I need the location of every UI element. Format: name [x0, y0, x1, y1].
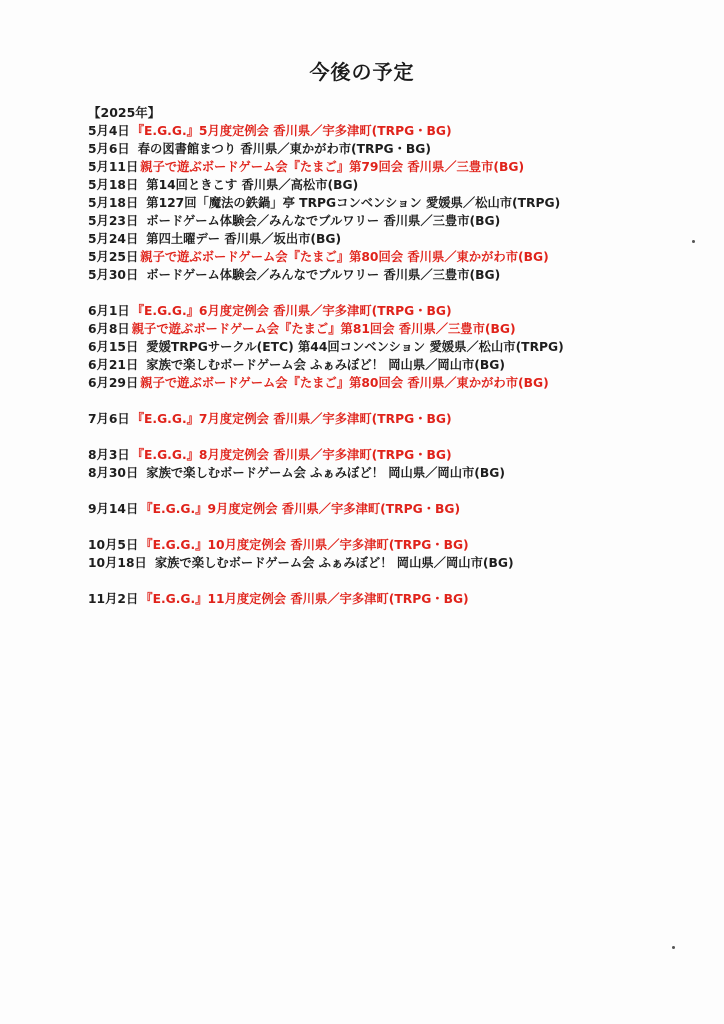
schedule-list	[88, 104, 708, 626]
event-row	[88, 374, 708, 392]
event-row	[88, 158, 708, 176]
event-date: 9月14日	[88, 502, 139, 516]
event-row	[88, 302, 708, 320]
event-row	[88, 554, 708, 572]
event-row	[88, 500, 708, 518]
event-text: 親子で遊ぶボードゲーム会『たまご』第80回会 香川県／東かがわ市(BG)	[140, 376, 549, 390]
event-row	[88, 464, 708, 482]
event-date: 5月30日	[88, 268, 139, 282]
event-text: 『E.G.G.』9月度定例会 香川県／宇多津町(TRPG・BG)	[140, 502, 461, 516]
event-date: 5月24日	[88, 232, 139, 246]
event-date: 8月30日	[88, 466, 139, 480]
event-row	[88, 320, 708, 338]
event-date: 7月6日	[88, 412, 130, 426]
event-group	[88, 590, 708, 608]
event-row	[88, 122, 708, 140]
event-date: 5月4日	[88, 124, 130, 138]
event-date: 6月1日	[88, 304, 130, 318]
event-date: 5月11日	[88, 160, 139, 174]
scan-speck	[672, 946, 675, 949]
event-row	[88, 212, 708, 230]
event-date: 10月18日	[88, 556, 147, 570]
event-date: 6月8日	[88, 322, 130, 336]
event-date: 5月6日	[88, 142, 130, 156]
scan-speck	[692, 240, 695, 243]
event-text: 『E.G.G.』10月度定例会 香川県／宇多津町(TRPG・BG)	[140, 538, 469, 552]
event-text: 『E.G.G.』6月度定例会 香川県／宇多津町(TRPG・BG)	[131, 304, 452, 318]
event-row	[88, 338, 708, 356]
event-date: 8月3日	[88, 448, 130, 462]
event-date: 5月25日	[88, 250, 139, 264]
event-text: 第四土曜デー 香川県／坂出市(BG)	[146, 232, 342, 246]
event-row	[88, 356, 708, 374]
event-text: 親子で遊ぶボードゲーム会『たまご』第81回会 香川県／三豊市(BG)	[131, 322, 516, 336]
event-text: 第127回「魔法の鉄鍋」亭 TRPGコンベンション 愛媛県／松山市(TRPG)	[146, 196, 561, 210]
event-date: 5月18日	[88, 178, 139, 192]
event-text: 第14回ときこす 香川県／高松市(BG)	[146, 178, 359, 192]
event-row	[88, 194, 708, 212]
event-row	[88, 536, 708, 554]
event-text: 愛媛TRPGサークル(ETC) 第44回コンベンション 愛媛県／松山市(TRPG)	[146, 340, 564, 354]
event-date: 10月5日	[88, 538, 139, 552]
event-text: 春の図書館まつり 香川県／東かがわ市(TRPG・BG)	[137, 142, 432, 156]
event-date: 5月23日	[88, 214, 139, 228]
event-text: 家族で楽しむボードゲーム会 ふぁみぼど！ 岡山県／岡山市(BG)	[154, 556, 514, 570]
event-row	[88, 176, 708, 194]
event-text: 親子で遊ぶボードゲーム会『たまご』第80回会 香川県／東かがわ市(BG)	[140, 250, 549, 264]
event-date: 6月29日	[88, 376, 139, 390]
event-text: 家族で楽しむボードゲーム会 ふぁみぼど！ 岡山県／岡山市(BG)	[146, 466, 506, 480]
event-group	[88, 536, 708, 572]
event-text: 親子で遊ぶボードゲーム会『たまご』第79回会 香川県／三豊市(BG)	[140, 160, 525, 174]
event-text: 『E.G.G.』11月度定例会 香川県／宇多津町(TRPG・BG)	[140, 592, 469, 606]
event-row	[88, 140, 708, 158]
event-date: 11月2日	[88, 592, 139, 606]
event-row	[88, 590, 708, 608]
event-group	[88, 410, 708, 428]
event-row	[88, 248, 708, 266]
event-text: 『E.G.G.』8月度定例会 香川県／宇多津町(TRPG・BG)	[131, 448, 452, 462]
page-title: 今後の予定	[309, 60, 415, 84]
event-row	[88, 230, 708, 248]
year-label: 【2025年】	[88, 105, 161, 120]
event-text: ボードゲーム体験会／みんなでブルワリー 香川県／三豊市(BG)	[146, 268, 501, 282]
event-group	[88, 500, 708, 518]
event-text: 『E.G.G.』5月度定例会 香川県／宇多津町(TRPG・BG)	[131, 124, 452, 138]
event-row	[88, 410, 708, 428]
event-group	[88, 122, 708, 284]
event-groups	[88, 122, 708, 608]
event-group	[88, 446, 708, 482]
event-date: 6月15日	[88, 340, 139, 354]
event-date: 5月18日	[88, 196, 139, 210]
event-text: 家族で楽しむボードゲーム会 ふぁみぼど！ 岡山県／岡山市(BG)	[146, 358, 506, 372]
event-text: 『E.G.G.』7月度定例会 香川県／宇多津町(TRPG・BG)	[131, 412, 452, 426]
event-date: 6月21日	[88, 358, 139, 372]
event-text: ボードゲーム体験会／みんなでブルワリー 香川県／三豊市(BG)	[146, 214, 501, 228]
event-row	[88, 446, 708, 464]
event-group	[88, 302, 708, 392]
event-row	[88, 266, 708, 284]
